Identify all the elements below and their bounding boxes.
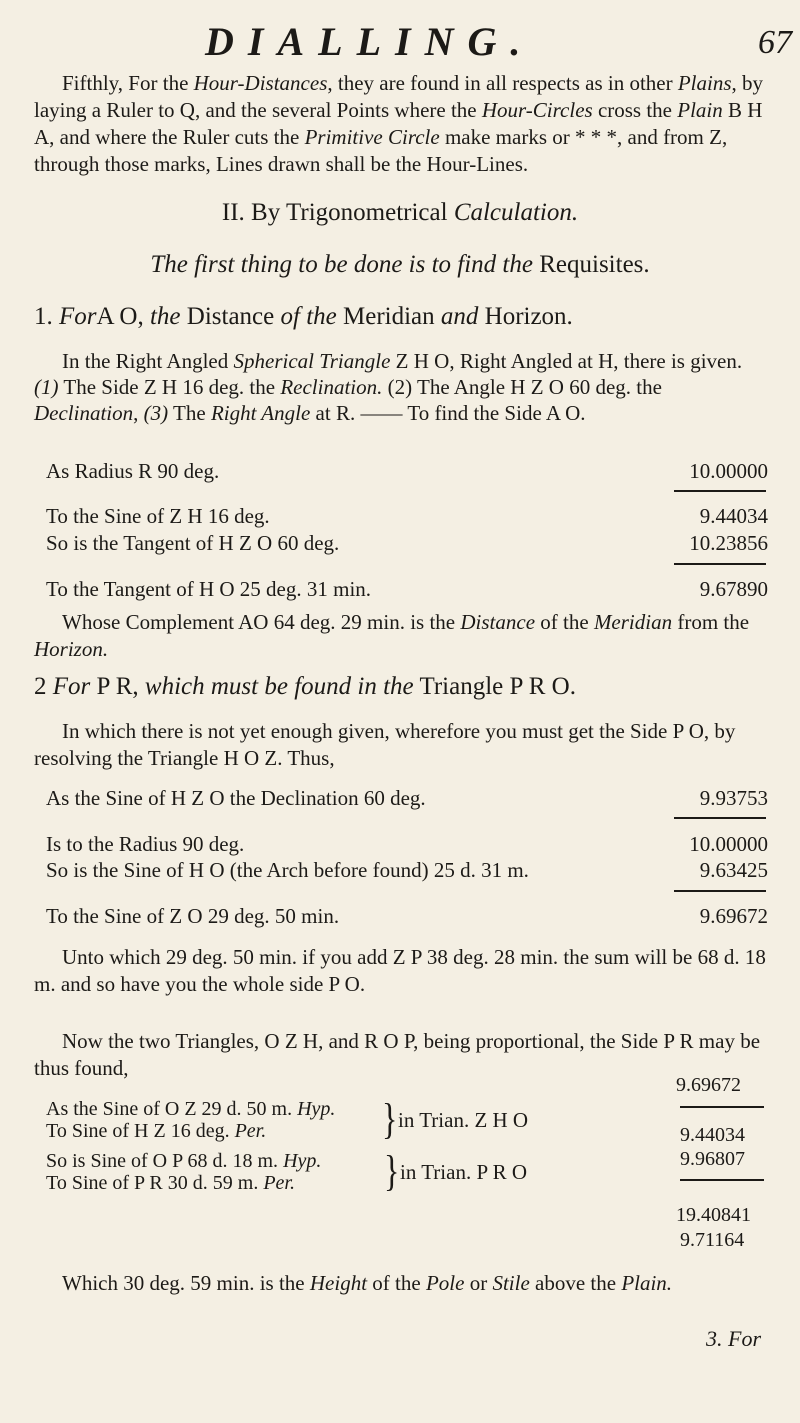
section-heading: II. By Trigonometrical Calculation. xyxy=(221,199,579,226)
calc3-bracket-label: in Trian. P R O xyxy=(400,1160,528,1184)
calc1-row: To the Sine of Z H 16 deg. 9.44034 xyxy=(46,504,768,528)
rule xyxy=(674,817,766,819)
item-2-heading: 2 For P R, which must be found in the Triangle P R O. xyxy=(34,673,576,700)
calc3-line: To Sine of P R 30 d. 59 m. Per. xyxy=(46,1172,295,1194)
calc3-line: So is Sine of O P 68 d. 18 m. Hyp. xyxy=(46,1150,322,1172)
calc3-line: To Sine of H Z 16 deg. Per. xyxy=(46,1120,267,1142)
running-head-title: DIALLING. xyxy=(205,19,535,64)
calc3-line: As the Sine of O Z 29 d. 50 m. Hyp. xyxy=(46,1098,336,1120)
paragraph-whose-complement: Whose Complement AO 64 deg. 29 min. is the Distance of the Meridian from the Horizon. xyxy=(34,610,750,661)
rule xyxy=(680,1106,764,1108)
calc3-value: 9.44034 xyxy=(680,1124,745,1146)
rule xyxy=(674,563,766,565)
rule xyxy=(674,490,766,492)
paragraph-fifthly: Fifthly, For the Hour-Distances, they are found in all respects as in other Plains, by laying a Ruler to Q, and the several Points where the Hour-Circles cross the Plain B H A, and where the Ruler cuts the Primitive Circle make marks or * * *, and from Z, through those marks, Lines drawn shall be the Hour-Lines. xyxy=(34,71,764,176)
calc1-row: As Radius R 90 deg. 10.00000 xyxy=(46,459,768,483)
calc2-row: Is to the Radius 90 deg. 10.00000 xyxy=(46,832,768,856)
item-1-heading: 1. ForA O, the Distance of the Meridian and Horizon. xyxy=(34,303,573,330)
paragraph-right-angled: In the Right Angled Spherical Triangle Z H O, Right Angled at H, there is given. (1) The Side Z H 16 deg. the Reclination. (2) The Angle H Z O 60 deg. the Declination, (3) The Right Angle at R. —— To find the Side A O. xyxy=(34,349,743,425)
brace-1: } xyxy=(382,1094,398,1143)
calc1-result-row: To the Tangent of H O 25 deg. 31 min. 9.67890 xyxy=(46,577,768,601)
calc2-row: As the Sine of H Z O the Declination 60 deg. 9.93753 xyxy=(46,786,768,810)
paragraph-unto-which: Unto which 29 deg. 50 min. if you add Z P 38 deg. 28 min. the sum will be 68 d. 18 m. and so have you the whole side P O. xyxy=(34,945,766,996)
calc3-value: 9.69672 xyxy=(676,1074,741,1096)
calc3-value: 9.96807 xyxy=(680,1148,745,1170)
catchword: 3. For xyxy=(706,1326,761,1351)
calc2-result-row: To the Sine of Z O 29 deg. 50 min. 9.69672 xyxy=(46,904,768,928)
subheading-first-thing: The first thing to be done is to find the Requisites. xyxy=(150,251,650,278)
calc3-bracket-label: in Trian. Z H O xyxy=(398,1108,529,1132)
paragraph-in-which: In which there is not yet enough given, wherefore you must get the Side P O, by resolving the Triangle H O Z. Thus, xyxy=(34,719,736,770)
paragraph-which-30: Which 30 deg. 59 min. is the Height of the Pole or Stile above the Plain. xyxy=(62,1271,673,1295)
paragraph-now-the-two: Now the two Triangles, O Z H, and R O P, being proportional, the Side P R may be thus found, xyxy=(34,1029,761,1080)
running-header xyxy=(0,18,800,68)
calc1-row: So is the Tangent of H Z O 60 deg. 10.23856 xyxy=(46,531,768,555)
calc3-value: 19.40841 xyxy=(676,1204,751,1226)
page-number: 67 xyxy=(758,24,792,61)
calc2-row: So is the Sine of H O (the Arch before found) 25 d. 31 m. 9.63425 xyxy=(46,858,768,882)
calc3-value: 9.71164 xyxy=(680,1229,745,1251)
brace-2: } xyxy=(384,1146,400,1195)
rule xyxy=(674,890,766,892)
rule xyxy=(680,1179,764,1181)
